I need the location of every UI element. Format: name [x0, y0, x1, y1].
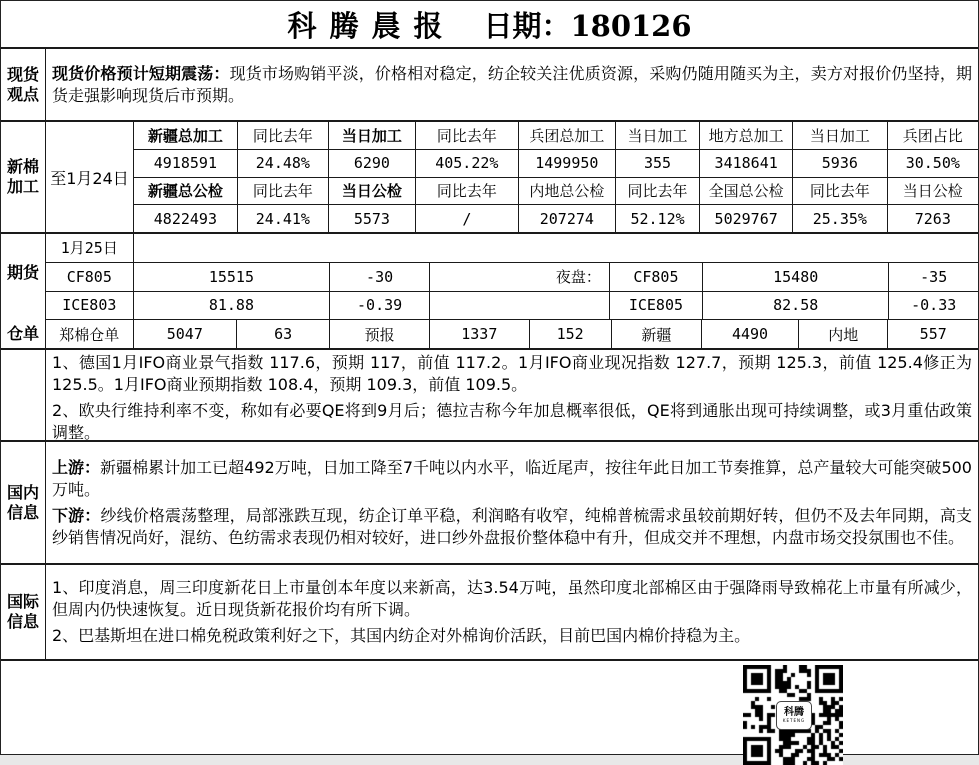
value-cell: 内地 [799, 320, 888, 348]
spot-view-paragraph [46, 61, 978, 109]
international-info-label: 国际信息 [1, 565, 46, 659]
change-cell: -0.39 [330, 292, 430, 320]
report-date: 日期：180126 [483, 8, 692, 43]
value-cell: 207274 [519, 205, 616, 232]
upstream-lead: 上游： [52, 457, 101, 477]
header-cell: 兵团总加工 [519, 122, 616, 149]
spot-view-body: 现货市场购销平淡，价格相对稳定，纺企较关注优质资源，采购仍随用随买为主，卖方对报价仍坚持，期货走强影响现货后市预期。 [52, 63, 972, 105]
upstream-paragraph [46, 455, 978, 503]
value-cell: 52.12% [616, 205, 700, 232]
domestic-info-content [46, 442, 978, 563]
value-cell: / [416, 205, 519, 232]
value-cell: 5029767 [700, 205, 793, 232]
section-macro-news [1, 348, 978, 440]
value-cell: 6290 [329, 150, 416, 177]
qr-logo-latin: KETENG [782, 718, 806, 723]
domestic-info-label: 国内信息 [1, 442, 46, 563]
value-cell: 新疆 [612, 320, 702, 348]
futures-table [46, 234, 978, 348]
value-cell: 7263 [914, 209, 951, 228]
header-cell: 同比去年 [793, 178, 888, 205]
change-cell: -0.33 [911, 296, 957, 315]
value-cell: 预报 [330, 320, 430, 348]
contract-cell: ICE805 [610, 292, 703, 320]
value-cell: 4490 [702, 320, 799, 348]
header-cell: 当日加工 [616, 122, 700, 149]
futures-date-cell: 1月25日 [46, 234, 134, 262]
international-item: 1、印度消息，周三印度新花日上市量创本年度以来新高，达3.54万吨，虽然印度北部棉区由于强降雨导致棉花上市量有所减少，但周内仍快速恢复。近日现货新花报价均有所下调。 [52, 578, 972, 619]
price-cell: 15480 [703, 263, 889, 291]
value-cell: 4918591 [134, 150, 238, 177]
empty-cell [430, 292, 610, 320]
downstream-paragraph [46, 503, 978, 551]
change-cell: -35 [920, 267, 948, 286]
section-futures-warrants [1, 232, 978, 348]
table-row [46, 320, 978, 348]
header-cell: 当日公检 [902, 182, 963, 201]
header-cell: 同比去年 [238, 122, 329, 149]
section-new-cotton-processing [1, 120, 978, 232]
value-cell: 24.41% [238, 205, 329, 232]
header-cell: 当日加工 [793, 122, 888, 149]
downstream-body: 纱线价格震荡整理，局部涨跌互现，纺企订单平稳，利润略有收窄，纯棉普梳需求虽较前期好转，但仍不及去年同期，高支纱销售情况尚好，混纺、色纺需求表现仍相对较好，进口纱外盘报价整体稳中有升，但成交并不理想，内盘市场交投氛围也不佳。 [52, 505, 972, 547]
price-cell: 81.88 [134, 292, 331, 320]
contract-cell: ICE803 [46, 292, 134, 320]
macro-news-item: 1、德国1月IFO商业景气指数 117.6，预期 117，前值 117.2。1月IFO商业现况指数 127.7，预期 125.3，前值 125.4修正为125.5。1月IFO商业预期指数 108.4，预期 109.3，前值 109.5。 [52, 353, 972, 394]
empty-cell [134, 234, 978, 262]
value-cell: 152 [530, 320, 612, 348]
table-row [134, 122, 978, 150]
section-domestic-info [1, 440, 978, 563]
empty-label-cell [1, 350, 46, 440]
value-cell: 25.35% [793, 205, 888, 232]
warrants-name-cell: 郑棉仓单 [46, 320, 134, 348]
contract-cell: CF805 [610, 263, 703, 291]
header-cell: 当日加工 [329, 122, 416, 149]
qr-code [743, 665, 843, 765]
table-row [134, 178, 978, 206]
futures-warrants-label [1, 234, 46, 348]
value-cell: 63 [237, 320, 330, 348]
price-cell: 82.58 [703, 292, 889, 320]
night-session-label: 夜盘： [430, 263, 610, 291]
value-cell: 355 [616, 150, 700, 177]
table-row [46, 292, 978, 321]
table-row [46, 234, 978, 263]
table-row [46, 263, 978, 292]
value-cell: 5936 [793, 150, 888, 177]
qr-center-logo [776, 701, 812, 730]
contract-cell: CF805 [46, 263, 134, 291]
futures-label: 期货 [6, 263, 39, 282]
spot-view-content [46, 49, 978, 120]
header-cell: 当日公检 [329, 178, 416, 205]
report-titlebar [1, 1, 978, 47]
section-footer [1, 659, 978, 754]
price-cell: 15515 [134, 263, 331, 291]
value-cell: 30.50% [905, 154, 960, 173]
international-info-content [46, 565, 978, 659]
value-cell: 557 [919, 325, 947, 344]
qr-logo-name: 科腾 [784, 707, 804, 718]
header-cell: 同比去年 [616, 178, 700, 205]
spot-view-lead: 现货价格预计短期震荡： [52, 63, 230, 83]
header-cell: 新疆总加工 [134, 122, 238, 149]
international-item: 2、巴基斯坦在进口棉免税政策利好之下，其国内纺企对外棉询价活跃，目前巴国内棉价持稳为主。 [52, 626, 751, 645]
header-cell: 新疆总公检 [134, 178, 238, 205]
header-cell: 同比去年 [416, 122, 519, 149]
processing-table [134, 122, 978, 232]
header-cell: 兵团占比 [902, 126, 963, 145]
table-row [134, 205, 978, 232]
header-cell: 内地总公检 [519, 178, 616, 205]
value-cell: 1337 [430, 320, 530, 348]
section-international-info [1, 563, 978, 659]
header-cell: 同比去年 [238, 178, 329, 205]
header-cell: 地方总加工 [700, 122, 793, 149]
value-cell: 5047 [134, 320, 237, 348]
value-cell: 1499950 [519, 150, 616, 177]
value-cell: 405.22% [416, 150, 519, 177]
processing-period: 至1月24日 [46, 122, 134, 232]
upstream-body: 新疆棉累计加工已超492万吨，日加工降至7千吨以内水平，临近尾声，按往年此日加工节奏推算，总产量较大可能突破500万吨。 [52, 457, 972, 499]
table-row [134, 150, 978, 178]
section-spot-view [1, 47, 978, 120]
change-cell: -30 [330, 263, 430, 291]
macro-news-item: 2、欧央行维持利率不变，称如有必要QE将到9月后；德拉吉称今年加息概率很低，QE将到通胀出现可持续调整，或3月重估政策调整。 [52, 401, 972, 442]
downstream-lead: 下游： [52, 505, 101, 525]
header-cell: 同比去年 [416, 178, 519, 205]
spot-view-label: 现货观点 [1, 49, 46, 120]
macro-news-content [46, 350, 978, 440]
warrants-label: 仓单 [6, 324, 39, 343]
report-name: 科腾晨报 [287, 8, 456, 43]
value-cell: 3418641 [700, 150, 793, 177]
value-cell: 24.48% [238, 150, 329, 177]
value-cell: 5573 [329, 205, 416, 232]
value-cell: 4822493 [134, 205, 238, 232]
header-cell: 全国总公检 [700, 178, 793, 205]
processing-label: 新棉加工 [1, 122, 46, 232]
